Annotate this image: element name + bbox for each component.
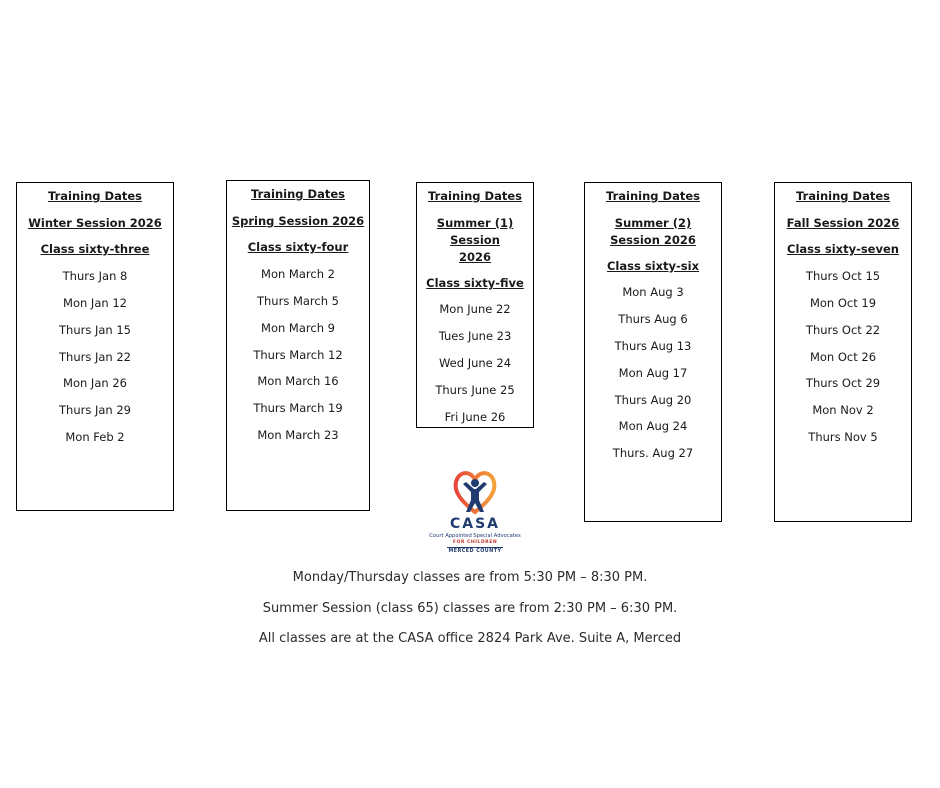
date-item: Mon Oct 26 [809, 350, 877, 364]
date-item: Mon Jan 26 [63, 376, 127, 390]
session-name: Spring Session 2026 [231, 214, 365, 228]
date-item: Mon Aug 17 [618, 366, 688, 380]
box-heading: Training Dates [606, 189, 700, 203]
date-item: Mon March 23 [257, 428, 339, 442]
date-item: Mon Aug 3 [622, 285, 684, 299]
date-item: Thurs. Aug 27 [612, 446, 694, 460]
date-item: Thurs Jan 8 [62, 269, 128, 283]
date-item: Mon March 16 [257, 374, 339, 388]
session-name: Winter Session 2026 [28, 216, 162, 230]
date-item: Mon Nov 2 [812, 403, 874, 417]
logo-name: CASA [449, 516, 501, 532]
schedule-note-weekday: Monday/Thursday classes are from 5:30 PM – 8:30 PM. [292, 570, 648, 585]
location-note: All classes are at the CASA office 2824 Park Ave. Suite A, Merced [258, 631, 682, 646]
session-box-summer-2 [584, 182, 722, 522]
logo-tagline: FOR CHILDREN [452, 540, 498, 545]
date-item: Thurs Jan 29 [59, 403, 131, 417]
date-item: Thurs March 19 [253, 401, 343, 415]
heart-figure-icon [449, 466, 501, 518]
date-item: Thurs Oct 15 [805, 269, 881, 283]
session-box-fall [774, 182, 912, 522]
box-heading: Training Dates [428, 189, 522, 203]
session-name: Summer (1) Session 2026 [436, 216, 514, 264]
date-item: Thurs Oct 22 [805, 323, 881, 337]
date-item: Mon March 2 [261, 267, 335, 281]
casa-logo [425, 466, 525, 560]
date-item: Thurs June 25 [435, 383, 515, 397]
class-name: Class sixty-five [426, 276, 524, 290]
logo-region: MERCED COUNTY [448, 549, 502, 554]
date-item: Mon Feb 2 [65, 430, 125, 444]
box-heading: Training Dates [48, 189, 142, 203]
session-box-summer-1 [416, 182, 534, 428]
session-name: Summer (2) Session 2026 [610, 216, 696, 247]
date-item: Thurs Jan 15 [59, 323, 131, 337]
date-item: Mon Oct 19 [809, 296, 877, 310]
box-heading: Training Dates [796, 189, 890, 203]
date-item: Thurs Aug 20 [614, 393, 692, 407]
date-item: Thurs March 5 [256, 294, 339, 308]
date-item: Mon Aug 24 [618, 419, 688, 433]
session-name: Fall Session 2026 [786, 216, 900, 230]
date-item: Thurs Jan 22 [59, 350, 131, 364]
date-item: Fri June 26 [444, 410, 506, 424]
date-item: Wed June 24 [438, 356, 512, 370]
box-heading: Training Dates [251, 187, 345, 201]
class-name: Class sixty-three [40, 242, 150, 256]
date-item: Mon June 22 [439, 302, 511, 316]
date-item: Thurs Nov 5 [808, 430, 878, 444]
class-name: Class sixty-seven [787, 242, 899, 256]
schedule-note-summer: Summer Session (class 65) classes are from 2:30 PM – 6:30 PM. [262, 601, 678, 616]
logo-subtitle: Court Appointed Special Advocates [429, 533, 521, 539]
class-name: Class sixty-four [247, 240, 349, 254]
date-item: Thurs March 12 [253, 348, 343, 362]
date-item: Thurs Aug 6 [618, 312, 688, 326]
date-item: Thurs Aug 13 [614, 339, 692, 353]
class-name: Class sixty-six [606, 259, 699, 273]
session-box-spring [226, 180, 370, 511]
session-box-winter [16, 182, 174, 511]
date-item: Tues June 23 [438, 329, 512, 343]
date-item: Mon March 9 [261, 321, 335, 335]
date-item: Mon Jan 12 [63, 296, 127, 310]
logo-divider [447, 547, 503, 548]
date-item: Thurs Oct 29 [805, 376, 881, 390]
